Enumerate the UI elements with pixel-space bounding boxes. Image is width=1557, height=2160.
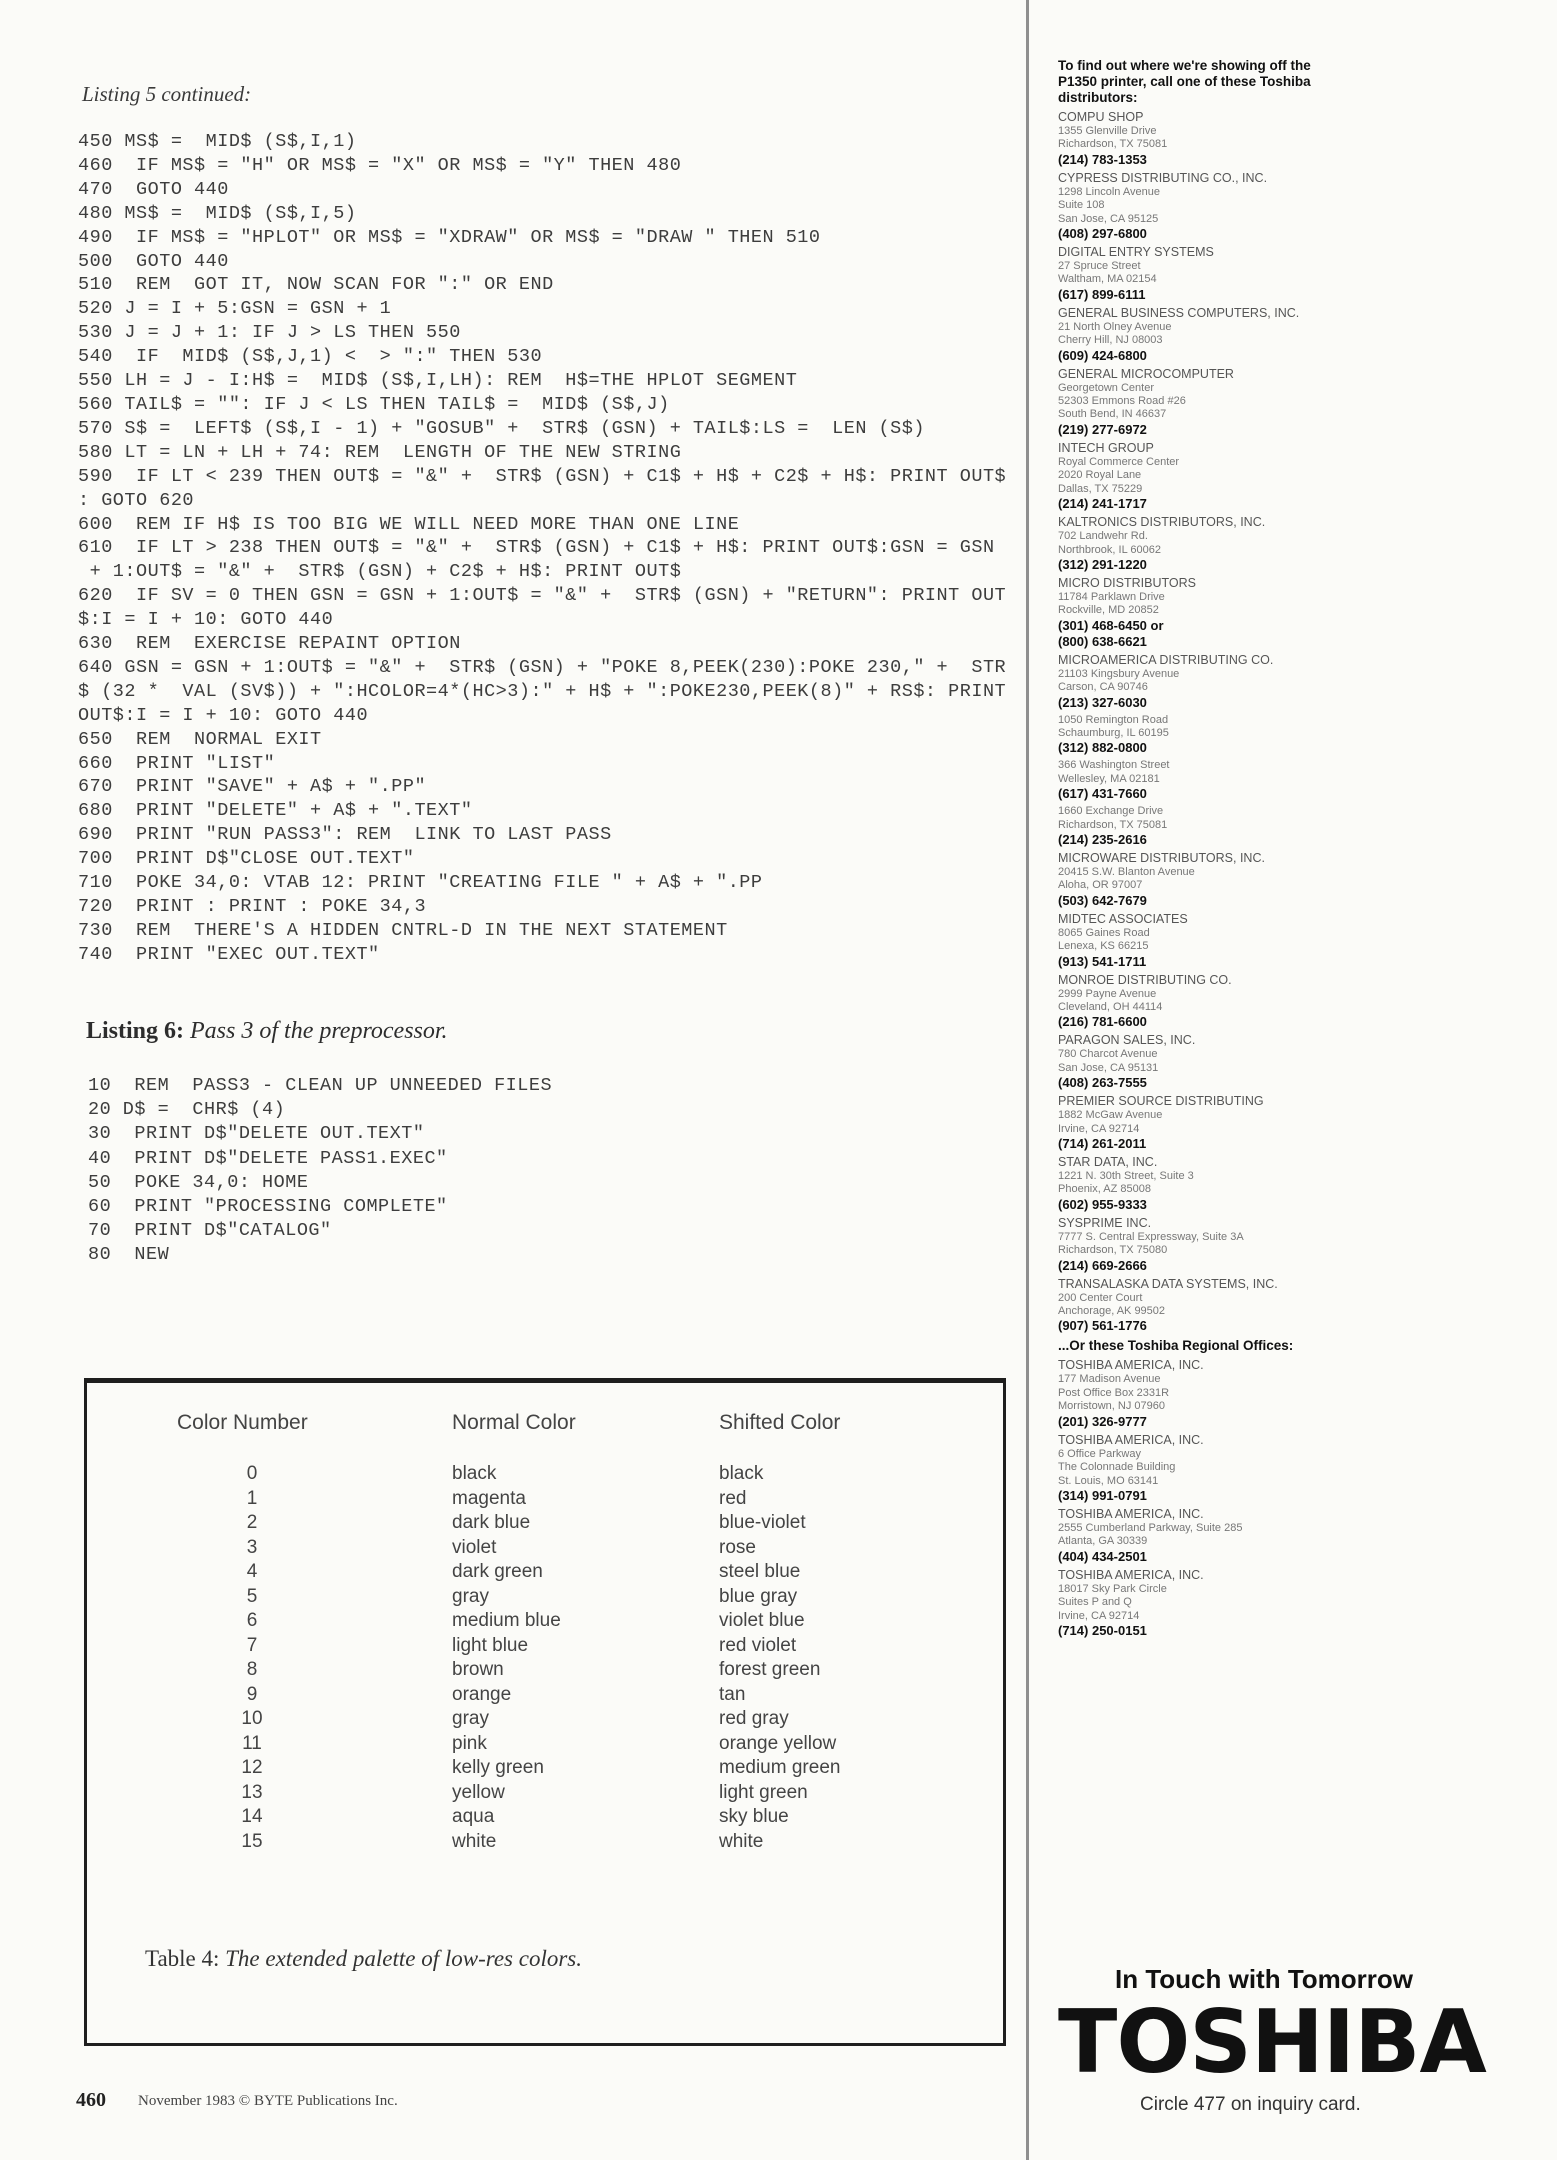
distributor-name: INTECH GROUP (1058, 440, 1154, 455)
distributor-address: Suite 108 (1058, 199, 1105, 212)
distributor-name: TOSHIBA AMERICA, INC. (1058, 1432, 1204, 1447)
distributor-address: St. Louis, MO 63141 (1058, 1474, 1159, 1487)
distributor-address: Irvine, CA 92714 (1058, 1122, 1140, 1135)
distributor-address: 200 Center Court (1058, 1291, 1143, 1304)
distributor-entry (1058, 851, 1348, 909)
distributor-phone: (312) 882-0800 (1058, 740, 1147, 756)
code-line: $ (32 * VAL (SV$)) + ":HCOLOR=4*(HC>3):" + H$ + ":POKE230,PEEK(8)" + RS$: PRINT (78, 680, 1007, 702)
code-line: 720 PRINT : PRINT : POKE 34,3 (78, 896, 427, 917)
distributor-name: CYPRESS DISTRIBUTING CO., INC. (1058, 170, 1268, 185)
distributor-name: TRANSALASKA DATA SYSTEMS, INC. (1058, 1276, 1278, 1291)
distributor-entry (1058, 367, 1348, 438)
distributor-name: STAR DATA, INC. (1058, 1155, 1158, 1170)
distributor-entry (1058, 171, 1348, 242)
table-row (87, 1733, 1003, 1758)
table-row (87, 1561, 1003, 1586)
code-line: 600 REM IF H$ IS TOO BIG WE WILL NEED MORE THAN ONE LINE (78, 513, 740, 535)
code-line: 480 MS$ = MID$ (S$,I,5) (78, 202, 357, 224)
code-line: 490 IF MS$ = "HPLOT" OR MS$ = "XDRAW" OR MS$ = "DRAW " THEN 510 (78, 226, 821, 248)
normal-color-cell: dark blue (452, 1512, 531, 1533)
table-row (87, 1512, 1003, 1537)
shifted-color-cell: blue gray (719, 1585, 798, 1607)
distributor-address: The Colonnade Building (1058, 1461, 1176, 1474)
distributor-address: 2999 Payne Avenue (1058, 987, 1157, 1000)
distributor-address: 11784 Parklawn Drive (1058, 590, 1165, 603)
distributor-address: 52303 Emmons Road #26 (1058, 395, 1186, 408)
table-row (87, 1806, 1003, 1831)
code-line: 730 REM THERE'S A HIDDEN CNTRL-D IN THE NEXT STATEMENT (78, 919, 728, 941)
normal-color-cell: aqua (452, 1806, 495, 1827)
distributor-address: Anchorage, AK 99502 (1058, 1305, 1166, 1318)
distributor-address: 18017 Sky Park Circle (1058, 1582, 1167, 1595)
distributor-entry (1058, 1216, 1348, 1274)
distributor-address: 8065 Gaines Road (1058, 926, 1150, 939)
distributor-address: Schaumburg, IL 60195 (1058, 726, 1169, 739)
color-number-cell: 8 (246, 1659, 258, 1680)
distributor-entry (1058, 1433, 1348, 1504)
distributor-phone: (913) 541-1711 (1058, 953, 1147, 969)
distributor-address: Richardson, TX 75081 (1058, 138, 1168, 151)
shifted-color-cell: sky blue (719, 1806, 789, 1827)
distributor-address: 780 Charcot Avenue (1058, 1048, 1158, 1061)
distributor-name: MICROWARE DISTRIBUTORS, INC. (1058, 850, 1265, 865)
distributor-entry (1058, 576, 1348, 650)
header-normal-color: Normal Color (452, 1411, 576, 1434)
normal-color-cell: light blue (452, 1634, 529, 1656)
distributor-address: Richardson, TX 75080 (1058, 1244, 1168, 1257)
distributor-phone: (213) 327-6030 (1058, 694, 1147, 710)
color-number-cell: 5 (246, 1585, 258, 1607)
normal-color-cell: magenta (452, 1487, 526, 1509)
shifted-color-cell: forest green (719, 1659, 821, 1680)
code-line: 650 REM NORMAL EXIT (78, 728, 322, 750)
distributor-address: Georgetown Center (1058, 381, 1154, 394)
code-line: 530 J = J + 1: IF J > LS THEN 550 (78, 322, 461, 344)
distributor-entry (1058, 110, 1348, 168)
distributor-phone: (214) 783-1353 (1058, 151, 1147, 167)
distributor-address: 21103 Kingsbury Avenue (1058, 667, 1180, 680)
shifted-color-cell: light green (719, 1781, 808, 1803)
distributor-name: GENERAL BUSINESS COMPUTERS, INC. (1058, 305, 1300, 320)
distributor-phone: (201) 326-9777 (1058, 1413, 1147, 1429)
distributor-name: DIGITAL ENTRY SYSTEMS (1058, 245, 1214, 260)
distributor-list (1058, 110, 1348, 1334)
shifted-color-cell: red (719, 1487, 747, 1509)
normal-color-cell: gray (452, 1708, 489, 1729)
column-divider (1026, 0, 1029, 2160)
distributor-entry (1058, 973, 1348, 1031)
code-line: 550 LH = J - I:H$ = MID$ (S$,I,LH): REM H$=THE HPLOT SEGMENT (78, 370, 798, 392)
distributor-entry (1058, 441, 1348, 512)
distributor-entry (1058, 653, 1348, 711)
sidebar-heading: To find out where we're showing off the P1350 printer, call one of these Toshiba distributors: (1058, 58, 1311, 105)
table-row (87, 1586, 1003, 1611)
table-row (87, 1659, 1003, 1684)
distributor-entry (1058, 1507, 1348, 1565)
distributor-address: 2555 Cumberland Parkway, Suite 285 (1058, 1521, 1243, 1534)
distributor-address: Aloha, OR 97007 (1058, 879, 1143, 892)
listing5-caption: Listing 5 continued: (82, 82, 252, 106)
distributor-name: TOSHIBA AMERICA, INC. (1058, 1567, 1204, 1582)
table-row (87, 1708, 1003, 1733)
code-line: 740 PRINT "EXEC OUT.TEXT" (78, 943, 380, 965)
normal-color-cell: white (452, 1830, 497, 1852)
color-number-cell: 15 (241, 1830, 263, 1852)
code-line: 50 POKE 34,0: HOME (88, 1171, 309, 1193)
code-line: 10 REM PASS3 - CLEAN UP UNNEEDED FILES (88, 1075, 553, 1096)
code-line: 20 D$ = CHR$ (4) (88, 1099, 286, 1121)
code-line: 570 S$ = LEFT$ (S$,I - 1) + "GOSUB" + STR$ (GSN) + TAIL$:LS = LEN (S$) (78, 417, 925, 439)
distributor-address: 2020 Royal Lane (1058, 469, 1142, 482)
distributor-address: 7777 S. Central Expressway, Suite 3A (1058, 1230, 1244, 1243)
code-line: 630 REM EXERCISE REPAINT OPTION (78, 633, 461, 655)
distributor-name: MIDTEC ASSOCIATES (1058, 911, 1188, 926)
distributor-address: Carson, CA 90746 (1058, 681, 1148, 694)
code-line: 510 REM GOT IT, NOW SCAN FOR ":" OR END (78, 274, 554, 296)
code-line: 520 J = I + 5:GSN = GSN + 1 (78, 298, 392, 320)
color-number-cell: 13 (241, 1781, 263, 1803)
distributor-phone: (314) 991-0791 (1058, 1487, 1147, 1503)
code-line: 690 PRINT "RUN PASS3": REM LINK TO LAST PASS (78, 824, 612, 846)
color-number-cell: 9 (246, 1683, 258, 1705)
distributor-entry (1058, 1358, 1348, 1429)
table-row (87, 1635, 1003, 1660)
distributor-address: Irvine, CA 92714 (1058, 1609, 1140, 1622)
color-number-cell: 14 (241, 1806, 263, 1827)
code-line: : GOTO 620 (78, 489, 195, 511)
distributor-entry (1058, 1277, 1348, 1335)
distributor-address: Northbrook, IL 60062 (1058, 543, 1161, 556)
shifted-color-cell: tan (719, 1683, 746, 1705)
distributor-address: Lenexa, KS 66215 (1058, 940, 1149, 953)
distributor-address: Waltham, MA 02154 (1058, 273, 1157, 286)
distributor-phone: (219) 277-6972 (1058, 421, 1147, 437)
table-row (87, 1610, 1003, 1635)
distributor-address: Royal Commerce Center (1058, 455, 1180, 468)
shifted-color-cell: white (719, 1830, 764, 1852)
distributor-name: SYSPRIME INC. (1058, 1215, 1152, 1230)
normal-color-cell: medium blue (452, 1610, 561, 1631)
code-line: 660 PRINT "LIST" (78, 752, 276, 774)
distributor-entry (1058, 805, 1348, 848)
distributor-phone: (602) 955-9333 (1058, 1196, 1147, 1212)
distributor-address: Morristown, NJ 07960 (1058, 1400, 1165, 1413)
code-line: 610 IF LT > 238 THEN OUT$ = "&" + STR$ (GSN) + C1$ + H$: PRINT OUT$:GSN = GSN (78, 537, 995, 559)
normal-color-cell: violet (452, 1536, 497, 1558)
distributor-phone: (907) 561-1776 (1058, 1318, 1147, 1334)
distributor-address: 702 Landwehr Rd. (1058, 530, 1148, 543)
distributor-phone: (617) 899-6111 (1058, 286, 1146, 302)
distributor-address: 21 North Olney Avenue (1058, 320, 1172, 333)
distributor-sidebar (1058, 58, 1348, 1642)
distributor-name: TOSHIBA AMERICA, INC. (1058, 1506, 1204, 1521)
distributor-address: Phoenix, AZ 85008 (1058, 1183, 1151, 1196)
normal-color-cell: kelly green (452, 1757, 544, 1778)
color-number-cell: 4 (246, 1561, 258, 1582)
distributor-phone: (617) 431-7660 (1058, 786, 1147, 802)
table-row (87, 1463, 1003, 1488)
color-number-cell: 3 (246, 1536, 258, 1558)
page-number: 460 (76, 2089, 106, 2111)
color-number-cell: 0 (246, 1463, 258, 1484)
toshiba-logo: TOSHIBA (1058, 1991, 1486, 2093)
distributor-entry (1058, 1155, 1348, 1213)
distributor-address: Atlanta, GA 30339 (1058, 1535, 1148, 1548)
shifted-color-cell: medium green (719, 1757, 841, 1778)
normal-color-cell: yellow (452, 1781, 505, 1803)
distributor-phone: (312) 291-1220 (1058, 556, 1147, 572)
code-line: 580 LT = LN + LH + 74: REM LENGTH OF THE NEW STRING (78, 441, 682, 463)
distributor-address: Post Office Box 2331R (1058, 1386, 1170, 1399)
distributor-address: Wellesley, MA 02181 (1058, 772, 1160, 785)
regional-heading: ...Or these Toshiba Regional Offices: (1058, 1338, 1294, 1354)
shifted-color-cell: rose (719, 1536, 756, 1558)
distributor-name: GENERAL MICROCOMPUTER (1058, 366, 1234, 381)
code-line: 620 IF SV = 0 THEN GSN = GSN + 1:OUT$ = "&" + STR$ (GSN) + "RETURN": PRINT OUT (78, 585, 1007, 607)
code-line: 470 GOTO 440 (78, 178, 229, 200)
distributor-phone: (503) 642-7679 (1058, 892, 1147, 908)
distributor-entry (1058, 1568, 1348, 1639)
distributor-address: 20415 S.W. Blanton Avenue (1058, 865, 1195, 878)
listing6-label: Listing 6: (86, 1018, 185, 1044)
distributor-phone: (800) 638-6621 (1058, 633, 1147, 649)
distributor-entry (1058, 1094, 1348, 1152)
code-line: 70 PRINT D$"CATALOG" (88, 1220, 332, 1242)
listing6-caption (86, 1018, 448, 1045)
code-line: 500 GOTO 440 (78, 250, 229, 272)
distributor-address: Cleveland, OH 44114 (1058, 1001, 1163, 1013)
code-line: 460 IF MS$ = "H" OR MS$ = "X" OR MS$ = "Y" THEN 480 (78, 154, 682, 176)
shifted-color-cell: violet blue (719, 1610, 805, 1631)
table4-rows (87, 1463, 1003, 1855)
distributor-phone: (714) 250-0151 (1058, 1622, 1147, 1638)
distributor-address: South Bend, IN 46637 (1058, 408, 1167, 421)
code-line: 590 IF LT < 239 THEN OUT$ = "&" + STR$ (GSN) + C1$ + H$ + C2$ + H$: PRINT OUT$ (78, 465, 1007, 487)
distributor-address: Dallas, TX 75229 (1058, 482, 1143, 495)
distributor-phone: (408) 263-7555 (1058, 1075, 1147, 1091)
shifted-color-cell: blue-violet (719, 1512, 806, 1533)
distributor-phone: (408) 297-6800 (1058, 226, 1147, 242)
listing5-code (78, 130, 1013, 967)
tagline: In Touch with Tomorrow (1115, 1964, 1413, 1994)
color-number-cell: 7 (246, 1634, 258, 1656)
table-row (87, 1488, 1003, 1513)
table-row (87, 1537, 1003, 1562)
color-number-cell: 12 (241, 1757, 263, 1778)
table4-caption-text: The extended palette of low-res colors. (225, 1946, 582, 1971)
code-line: 640 GSN = GSN + 1:OUT$ = "&" + STR$ (GSN) + "POKE 8,PEEK(230):POKE 230," + STR (78, 656, 1007, 678)
distributor-entry (1058, 1033, 1348, 1091)
header-color-number: Color Number (177, 1411, 308, 1434)
table4-caption (145, 1946, 582, 1972)
distributor-phone: (714) 261-2011 (1058, 1136, 1147, 1152)
color-number-cell: 6 (246, 1610, 258, 1631)
distributor-phone: (214) 235-2616 (1058, 831, 1147, 847)
distributor-phone: (216) 781-6600 (1058, 1014, 1147, 1030)
table-row (87, 1684, 1003, 1709)
code-line: 560 TAIL$ = "": IF J < LS THEN TAIL$ = MID$ (S$,J) (78, 393, 670, 415)
listing6-title: Pass 3 of the preprocessor. (190, 1018, 448, 1044)
code-line: OUT$:I = I + 10: GOTO 440 (78, 704, 369, 726)
distributor-address: 1882 McGaw Avenue (1058, 1109, 1163, 1122)
distributor-entry (1058, 714, 1348, 757)
color-number-cell: 10 (241, 1708, 263, 1729)
distributor-name: MONROE DISTRIBUTING CO. (1058, 972, 1232, 987)
distributor-address: Rockville, MD 20852 (1058, 604, 1159, 617)
distributor-phone: (214) 669-2666 (1058, 1257, 1147, 1273)
normal-color-cell: brown (452, 1659, 504, 1680)
normal-color-cell: pink (452, 1732, 487, 1754)
color-number-cell: 11 (242, 1732, 262, 1754)
distributor-entry (1058, 306, 1348, 364)
header-shifted-color: Shifted Color (719, 1411, 841, 1434)
page-credit: November 1983 © BYTE Publications Inc. (138, 2093, 398, 2109)
distributor-entry (1058, 912, 1348, 970)
distributor-address: 1221 N. 30th Street, Suite 3 (1058, 1170, 1194, 1183)
color-number-cell: 1 (246, 1487, 258, 1509)
table4-caption-label: Table 4: (145, 1946, 220, 1971)
distributor-phone: (404) 434-2501 (1058, 1548, 1147, 1564)
code-line: 680 PRINT "DELETE" + A$ + ".TEXT" (78, 800, 473, 822)
color-number-cell: 2 (246, 1512, 258, 1533)
distributor-address: 6 Office Parkway (1058, 1447, 1141, 1460)
code-line: 40 PRINT D$"DELETE PASS1.EXEC" (88, 1147, 448, 1169)
shifted-color-cell: orange yellow (719, 1732, 837, 1754)
distributor-name: MICRO DISTRIBUTORS (1058, 575, 1196, 590)
code-line: 700 PRINT D$"CLOSE OUT.TEXT" (78, 848, 415, 870)
distributor-address: 1660 Exchange Drive (1058, 805, 1164, 818)
distributor-phone: (609) 424-6800 (1058, 347, 1147, 363)
distributor-address: Richardson, TX 75081 (1058, 818, 1168, 831)
distributor-address: 366 Washington Street (1058, 759, 1170, 772)
code-line: 670 PRINT "SAVE" + A$ + ".PP" (78, 776, 427, 798)
distributor-name: PARAGON SALES, INC. (1058, 1033, 1196, 1048)
office-list (1058, 1358, 1348, 1638)
distributor-entry (1058, 515, 1348, 573)
code-line: 30 PRINT D$"DELETE OUT.TEXT" (88, 1123, 425, 1145)
code-line: 450 MS$ = MID$ (S$,I,1) (78, 131, 357, 152)
distributor-entry (1058, 245, 1348, 303)
shifted-color-cell: steel blue (719, 1561, 801, 1582)
code-line: 540 IF MID$ (S$,J,1) < > ":" THEN 530 (78, 346, 543, 368)
distributor-address: 177 Madison Avenue (1058, 1373, 1161, 1386)
table-row (87, 1831, 1003, 1856)
distributor-address: 1355 Glenville Drive (1058, 125, 1157, 137)
table-row (87, 1782, 1003, 1807)
normal-color-cell: orange (452, 1683, 512, 1705)
distributor-address: San Jose, CA 95125 (1058, 212, 1159, 225)
distributor-address: 27 Spruce Street (1058, 260, 1141, 273)
inquiry-card-note: Circle 477 on inquiry card. (1140, 2094, 1361, 2115)
normal-color-cell: dark green (452, 1561, 543, 1582)
distributor-entry (1058, 759, 1348, 802)
distributor-address: 1298 Lincoln Avenue (1058, 185, 1160, 198)
distributor-address: Cherry Hill, NJ 08003 (1058, 334, 1163, 347)
code-line: + 1:OUT$ = "&" + STR$ (GSN) + C2$ + H$: PRINT OUT$ (78, 561, 682, 583)
shifted-color-cell: red violet (719, 1634, 797, 1656)
code-line: 60 PRINT "PROCESSING COMPLETE" (88, 1196, 448, 1218)
table4-box (84, 1378, 1006, 2046)
distributor-phone: (214) 241-1717 (1058, 496, 1147, 512)
normal-color-cell: black (452, 1463, 497, 1484)
code-line: 710 POKE 34,0: VTAB 12: PRINT "CREATING FILE " + A$ + ".PP (78, 872, 763, 894)
normal-color-cell: gray (452, 1585, 489, 1607)
code-line: $:I = I + 10: GOTO 440 (78, 609, 334, 631)
distributor-phone: (301) 468-6450 or (1058, 617, 1164, 633)
distributor-name: PREMIER SOURCE DISTRIBUTING (1058, 1094, 1264, 1109)
distributor-name: KALTRONICS DISTRIBUTORS, INC. (1058, 515, 1266, 530)
table-row (87, 1757, 1003, 1782)
distributor-address: 1050 Remington Road (1058, 713, 1169, 726)
code-line: 80 NEW (88, 1244, 170, 1266)
distributor-name: TOSHIBA AMERICA, INC. (1058, 1358, 1204, 1373)
shifted-color-cell: red gray (719, 1708, 789, 1729)
distributor-name: MICROAMERICA DISTRIBUTING CO. (1058, 652, 1274, 667)
distributor-address: San Jose, CA 95131 (1058, 1061, 1159, 1074)
distributor-name: COMPU SHOP (1058, 110, 1144, 124)
shifted-color-cell: black (719, 1463, 764, 1484)
listing6-code (88, 1074, 552, 1268)
distributor-address: Suites P and Q (1058, 1596, 1132, 1609)
